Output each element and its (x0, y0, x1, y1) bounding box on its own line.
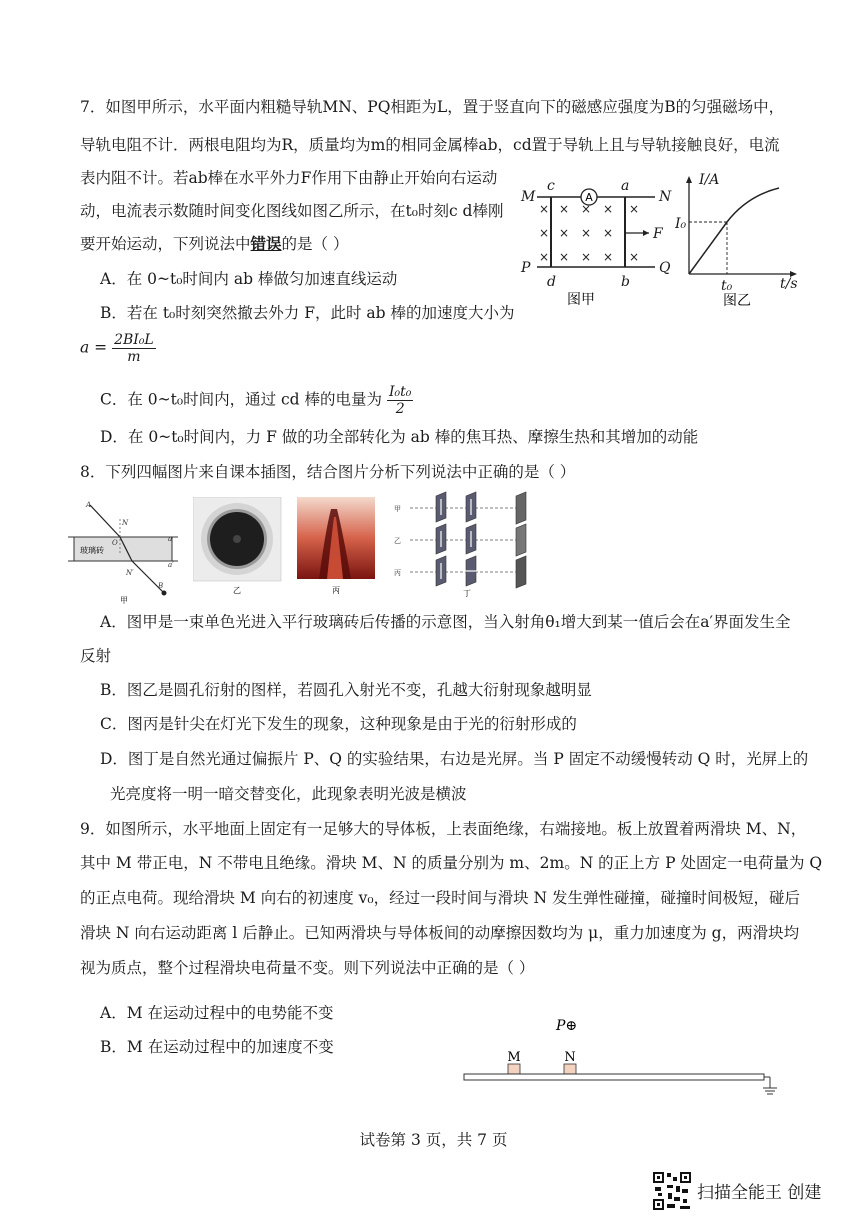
q7-option-b-formula (80, 332, 156, 365)
q8-figure-bing (297, 497, 377, 595)
fraction-denominator: 2 (395, 401, 405, 417)
slider-N (564, 1064, 576, 1074)
qr-code-icon (652, 1171, 692, 1211)
q8-option-d-line1: D．图丁是自然光通过偏振片 P、Q 的实验结果，右边是光屏。当 P 固定不动缓慢转动 Q 时，光屏上的 (100, 750, 809, 768)
svg-text:×: × (603, 250, 614, 264)
slider-M (508, 1064, 520, 1074)
q9-line5: 视为质点，整个过程滑块电荷量不变。则下列说法中正确的是（ ） (80, 959, 535, 977)
svg-text:×: × (603, 202, 614, 216)
q7-emphasis: 错误 (250, 234, 282, 253)
q7-line1: 7．如图甲所示，水平面内粗糙导轨MN、PQ相距为L，置于竖直向下的磁感应强度为B的匀强磁场中， (80, 98, 785, 116)
svg-text:B: B (158, 582, 164, 590)
q7-line2: 导轨电阻不计．两根电阻均为R，质量均为m的相同金属棒ab，cd置于导轨上且与导轨接触良好，电流 (80, 136, 780, 154)
q9-line2: 其中 M 带正电，N 不带电且绝缘。滑块 M、N 的质量分别为 m、2m。N 的正上方 P 处固定一电荷量为 Q (80, 854, 823, 872)
svg-text:×: × (539, 250, 550, 264)
q8-option-b: B．图乙是圆孔衍射的图样，若圆孔入射光不变，孔越大衍射现象越明显 (100, 681, 592, 699)
figure-caption: 图甲 (567, 292, 595, 308)
q7-option-a: A．在 0~t₀时间内 ab 棒做匀加速直线运动 (100, 270, 398, 288)
label-Q: Q (659, 260, 671, 276)
svg-text:丙: 丙 (394, 569, 401, 577)
svg-text:N: N (122, 519, 129, 527)
q7-line3: 表内阻不计。若ab棒在水平外力F作用下由静止开始向右运动 (80, 169, 498, 187)
ammeter-label: A (585, 191, 593, 204)
label-N: N (659, 189, 672, 205)
q7-option-d: D．在 0~t₀时间内，力 F 做的功全部转化为 ab 棒的焦耳热、摩擦生热和其增加的动能 (100, 428, 699, 446)
q7-line5-pre: 要开始运动，下列说法中 (80, 235, 251, 253)
svg-text:O: O (112, 539, 118, 547)
q8-figure-jia (68, 495, 180, 605)
svg-text:×: × (603, 226, 614, 240)
q8-option-a-line1: A．图甲是一束单色光进入平行玻璃砖后传播的示意图，当入射角θ₁增大到某一值后会在a′界面发生全 (100, 613, 791, 631)
svg-text:×: × (629, 202, 640, 216)
q8-stem: 8．下列四幅图片来自课本插图，结合图片分析下列说法中正确的是（ ） (80, 463, 576, 481)
q8-figure-yi (193, 497, 285, 595)
q7-line4: 动，电流表示数随时间变化图线如图乙所示，在t₀时刻c d棒刚 (80, 202, 504, 220)
svg-text:×: × (581, 202, 592, 216)
fraction-numerator: I₀t₀ (388, 384, 412, 400)
q9-option-a: A．M 在运动过程中的电势能不变 (100, 1004, 334, 1022)
svg-text:×: × (581, 226, 592, 240)
svg-text:×: × (629, 250, 640, 264)
axis-y-label: I/A (699, 172, 720, 188)
svg-text:×: × (559, 250, 570, 264)
svg-text:×: × (539, 202, 550, 216)
label-F: F (653, 226, 663, 242)
q9-figure (460, 1010, 780, 1102)
conductor-plate (464, 1074, 764, 1080)
svg-text:a: a (168, 535, 173, 543)
svg-text:乙: 乙 (394, 537, 401, 545)
q7-option-c (100, 384, 413, 417)
label-d: d (547, 274, 556, 290)
page-footer: 试卷第 3 页，共 7 页 (359, 1131, 508, 1149)
caption-yi: 乙 (233, 586, 241, 595)
q9-line3: 的正点电荷。现给滑块 M 向右的初速度 v₀，经过一段时间与滑块 N 发生弹性碰撞，碰撞时间极短，碰后 (80, 889, 801, 907)
label-c: c (547, 178, 555, 194)
formula-fraction (112, 332, 156, 365)
label-M: M (507, 1050, 521, 1065)
tick-t0: t₀ (721, 278, 733, 294)
q8-figure-ding (392, 490, 542, 598)
caption-jia: 甲 (120, 596, 128, 605)
svg-text:×: × (559, 202, 570, 216)
axis-x-label: t/s (780, 276, 798, 292)
q7-figure-yi (675, 170, 810, 310)
formula-lhs: a = (80, 338, 108, 357)
svg-text:N′: N′ (126, 569, 134, 577)
label-a: a (621, 178, 630, 194)
svg-text:A: A (86, 501, 92, 509)
glass-label: 玻璃砖 (80, 546, 104, 555)
watermark-text: 扫描全能王 创建 (697, 1183, 822, 1203)
ground-icon (763, 1077, 777, 1094)
q9-line4: 滑块 N 向右运动距离 l 后静止。已知两滑块与导体板间的动摩擦因数均为 μ，重力加速度为 g，两滑块均 (80, 924, 800, 942)
point-charge-P: P⊕ (556, 1018, 578, 1034)
label-N: N (564, 1050, 576, 1065)
option-c-text: C．在 0~t₀时间内，通过 cd 棒的电量为 (100, 390, 383, 409)
caption-ding: 丁 (463, 589, 471, 598)
option-c-fraction (387, 384, 413, 417)
svg-text:甲: 甲 (394, 505, 401, 513)
q7-line5 (80, 234, 348, 254)
svg-text:×: × (559, 226, 570, 240)
svg-text:×: × (581, 250, 592, 264)
fraction-denominator: m (127, 349, 141, 365)
caption-bing: 丙 (332, 586, 340, 595)
q9-option-b: B．M 在运动过程中的加速度不变 (100, 1038, 334, 1056)
q8-option-a-line2: 反射 (80, 647, 112, 665)
q7-figure-jia (515, 175, 675, 310)
figure-caption: 图乙 (723, 293, 751, 309)
q9-line1: 9．如图所示，水平地面上固定有一足够大的导体板，上表面绝缘，右端接地。板上放置着两滑块 M、N， (80, 820, 807, 838)
svg-text:a′: a′ (168, 561, 174, 569)
q8-option-d-line2: 光亮度将一明一暗交替变化，此现象表明光波是横波 (110, 785, 467, 803)
tick-I0: I₀ (675, 216, 687, 232)
q7-option-b: B．若在 t₀时刻突然撤去外力 F，此时 ab 棒的加速度大小为 (100, 304, 515, 322)
q7-line5-post: 的是（ ） (281, 235, 349, 253)
label-M: M (521, 189, 536, 205)
q8-option-c: C．图丙是针尖在灯光下发生的现象，这种现象是由于光的衍射形成的 (100, 715, 577, 733)
fraction-numerator: 2BI₀L (114, 332, 154, 348)
svg-text:×: × (539, 226, 550, 240)
label-P: P (521, 260, 531, 276)
label-b: b (621, 274, 630, 290)
